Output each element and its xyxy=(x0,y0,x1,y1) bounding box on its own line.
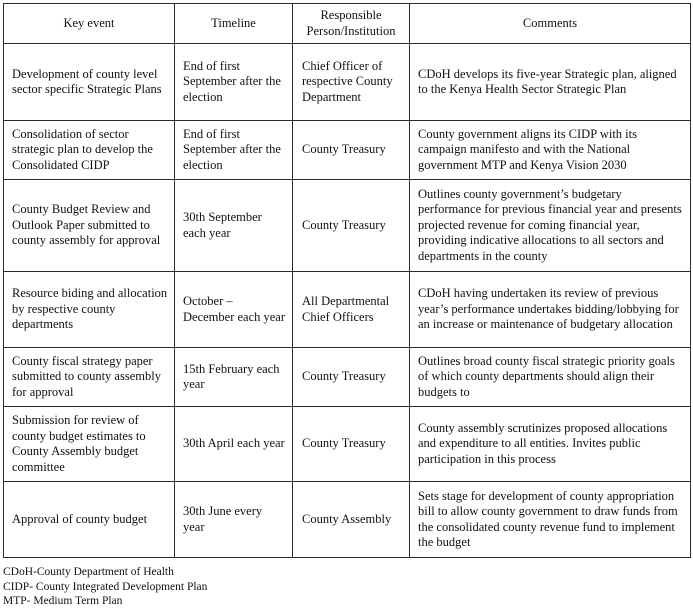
comments-cell: County assembly scrutinizes proposed allocations and expenditure to all entities. Invites public participation in this process xyxy=(410,407,691,482)
responsible-cell: Chief Officer of respective County Department xyxy=(293,44,410,121)
timeline-cell: October – December each year xyxy=(175,272,293,348)
event-cell: County Budget Review and Outlook Paper submitted to county assembly for approval xyxy=(4,180,175,272)
table-row xyxy=(4,44,691,121)
header-timeline: Timeline xyxy=(175,4,293,44)
timeline-cell: 30th June every year xyxy=(175,482,293,558)
comments-cell: Outlines broad county fiscal strategic priority goals of which county departments should align their budgets to xyxy=(410,348,691,407)
event-cell: Submission for review of county budget estimates to County Assembly budget committee xyxy=(4,407,175,482)
comments-cell: CDoH develops its five-year Strategic plan, aligned to the Kenya Health Sector Strategic Plan xyxy=(410,44,691,121)
responsible-cell: County Treasury xyxy=(293,180,410,272)
table-row xyxy=(4,121,691,180)
comments-cell: County government aligns its CIDP with its campaign manifesto and with the National government MTP and Kenya Vision 2030 xyxy=(410,121,691,180)
event-cell: Resource biding and allocation by respective county departments xyxy=(4,272,175,348)
header-comments: Comments xyxy=(410,4,691,44)
event-cell: Approval of county budget xyxy=(4,482,175,558)
responsible-cell: All Departmental Chief Officers xyxy=(293,272,410,348)
comments-cell: Sets stage for development of county appropriation bill to allow county government to draw funds from the consolidated county revenue fund to implement the budget xyxy=(410,482,691,558)
table-row xyxy=(4,180,691,272)
comments-cell: CDoH having undertaken its review of previous year’s performance undertakes bidding/lobbying for an increase or maintenance of budgetary allocation xyxy=(410,272,691,348)
timeline-cell: 30th April each year xyxy=(175,407,293,482)
comments-cell: Outlines county government’s budgetary performance for previous financial year and presents projected revenue for coming financial year, providing indicative allocations to all sectors and departments in the county xyxy=(410,180,691,272)
table-row xyxy=(4,272,691,348)
responsible-cell: County Treasury xyxy=(293,121,410,180)
header-key-event: Key event xyxy=(4,4,175,44)
header-responsible: Responsible Person/Institution xyxy=(293,4,410,44)
footnote-cidp: CIDP- County Integrated Development Plan xyxy=(3,580,208,593)
timeline-cell: End of first September after the election xyxy=(175,44,293,121)
timeline-cell: 30th September each year xyxy=(175,180,293,272)
responsible-cell: County Treasury xyxy=(293,407,410,482)
footnote-mtp: MTP- Medium Term Plan xyxy=(3,595,123,607)
footnote-cdoh: CDoH-County Department of Health xyxy=(3,566,174,578)
event-cell: Consolidation of sector strategic plan to develop the Consolidated CIDP xyxy=(4,121,175,180)
responsible-cell: County Assembly xyxy=(293,482,410,558)
responsible-cell: County Treasury xyxy=(293,348,410,407)
table-row xyxy=(4,348,691,407)
key-events-table xyxy=(3,3,691,558)
table-row xyxy=(4,482,691,558)
event-cell: County fiscal strategy paper submitted to county assembly for approval xyxy=(4,348,175,407)
timeline-cell: 15th February each year xyxy=(175,348,293,407)
event-cell: Development of county level sector specific Strategic Plans xyxy=(4,44,175,121)
abbreviation-notes xyxy=(3,565,207,609)
header-row xyxy=(4,4,691,44)
table-row xyxy=(4,407,691,482)
timeline-cell: End of first September after the election xyxy=(175,121,293,180)
